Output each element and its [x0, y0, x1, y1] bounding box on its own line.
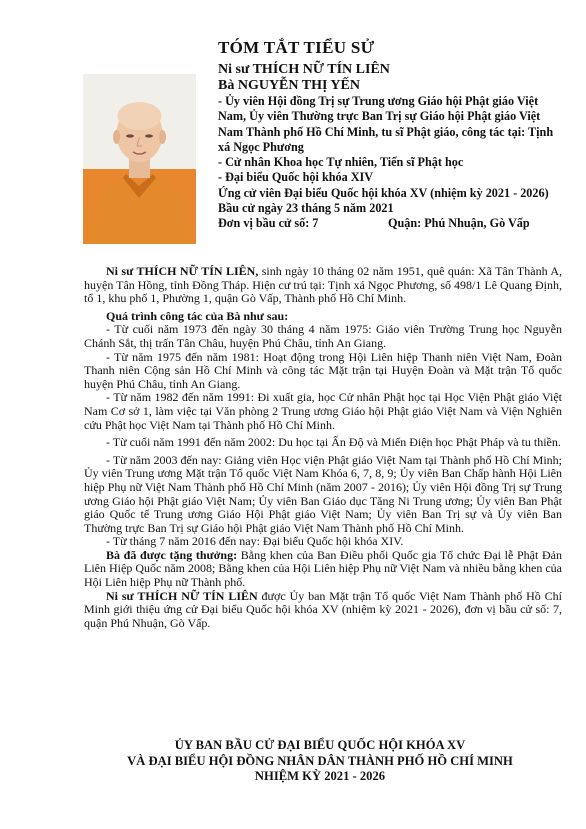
awards-heading: Bà đã được tặng thưởng: [106, 547, 238, 562]
biography-body [84, 265, 562, 630]
closing-name: Ni sư THÍCH NỮ TÍN LIÊN [106, 588, 258, 603]
electoral-unit: Đơn vị bầu cử số: 7 [218, 216, 319, 231]
secular-name: Bà NGUYỄN THỊ YẾN [218, 78, 360, 93]
candidate-line: Ứng cử viên Đại biểu Quốc hội khóa XV (nhiệm kỳ 2021 - 2026) [218, 185, 549, 200]
footer-line: ỦY BAN BẦU CỬ ĐẠI BIỂU QUỐC HỘI KHÓA XV [174, 738, 466, 752]
election-date: Bầu cử ngày 23 tháng 5 năm 2021 [218, 201, 394, 216]
intro-paragraph [84, 265, 562, 306]
electoral-districts: Quận: Phú Nhuận, Gò Vấp [388, 216, 530, 231]
position-item: - Đại biểu Quốc hội khóa XIV [218, 170, 374, 185]
career-item: - Từ năm 1982 đến năm 1991: Đi xuất gia, học Cử nhân Phật học tại Học Viện Phật giáo Việt Nam Cơ sở 1, làm việc tại Văn phòng 2 Trung ương Giáo hội Phật giáo Việt Nam và Viện Nghiên cứu Phật học Việt Nam tại Thành phố Hồ Chí Minh. [84, 390, 562, 432]
awards-paragraph [84, 549, 562, 590]
position-item: - Cử nhân Khoa học Tự nhiên, Tiến sĩ Phật học [218, 155, 464, 170]
electoral-unit-line [218, 216, 563, 231]
career-item: - Từ cuối năm 1973 đến ngày 30 tháng 4 năm 1975: Giáo viên Trường Trung học Nguyễn Chánh Sắt, thị trấn Tân Châu, huyện Phú Châu, tỉnh An Giang. [84, 322, 562, 350]
intro-name: Ni sư THÍCH NỮ TÍN LIÊN, [106, 264, 259, 278]
intro-text: sinh ngày 10 tháng 02 năm 1951, quê quán: Xã Tân Thành A, huyện Tân Hồng, tỉnh Đồng Tháp. Hiện cư trú tại: Tịnh xá Ngọc Phương, số 498/1 Lê Quang Định, tổ 1, khu phố 1, Phường 1, quận Gò Vấp, Thành phố Hồ Chí Minh. [84, 264, 562, 306]
footer-line: NHIỆM KỲ 2021 - 2026 [254, 769, 386, 783]
issuing-authority [60, 738, 580, 785]
career-item: - Từ năm 2003 đến nay: Giảng viên Học viện Phật giáo Việt Nam tại Thành phố Hồ Chí Minh; Ủy viên Trung ương Mặt trận Tổ quốc Việt Nam Khóa 6, 7, 8, 9; Ủy viên Ban Chấp hành Hội Liên hiệp Phụ nữ Việt Nam Thành phố Hồ Chí Minh (năm 2007 - 2016); Ủy viên Hội đồng Trị sự Trung ương Giáo hội Phật giáo Việt Nam; Ủy viên Ban Giáo dục Tăng Ni Trung ương; Ủy viên Ban Phật giáo Quốc tế Trung ương Giáo Hội Phật giáo Việt Nam; Ủy viên Ban Trị sự và Ủy viên Ban Thường trực Ban Trị sự Giáo hội Phật giáo Việt Nam Thành phố Hồ Chí Minh. [84, 452, 562, 535]
closing-text: được Ủy ban Mặt trận Tổ quốc Việt Nam Thành phố Hồ Chí Minh giới thiệu ứng cử Đại biểu Quốc hội khóa XV (nhiệm kỳ 2021 - 2026), đơn vị bầu cử số: 7, quận Phú Nhuận, Gò Vấp. [84, 588, 562, 630]
portrait-illustration [83, 74, 196, 244]
footer-line: VÀ ĐẠI BIỂU HỘI ĐỒNG NHÂN DÂN THÀNH PHỐ HỒ CHÍ MINH [127, 753, 513, 768]
religious-name: Ni sư THÍCH NỮ TÍN LIÊN [218, 62, 390, 77]
career-heading: Quá trình công tác của Bà như sau: [106, 308, 289, 323]
career-item: - Từ cuối năm 1991 đến năm 2002: Du học tại Ấn Độ và Miến Điện học Phật Pháp và tu thiền. [106, 435, 561, 450]
career-item: - Từ năm 1975 đến năm 1981: Hoạt động trong Hội Liên hiệp Thanh niên Việt Nam, Đoàn Thanh niên Cộng sản Hồ Chí Minh và công tác Mặt trận tại Huyện Đoàn và Mặt trận Tổ quốc huyện Phú Châu, tỉnh An Giang. [84, 349, 562, 391]
position-item: - Ủy viên Hội đồng Trị sự Trung ương Giáo hội Phật giáo Việt Nam, Ủy viên Thường trực Ban Trị sự Giáo hội Phật giáo Việt Nam Thành phố Hồ Chí Minh, tu sĩ Phật giáo, công tác tại: Tịnh xá Ngọc Phương [218, 94, 554, 154]
document-title: TÓM TẮT TIỂU SỬ [218, 38, 375, 57]
career-item: - Từ tháng 7 năm 2016 đến nay: Đại biểu Quốc hội khóa XIV. [106, 534, 404, 549]
portrait-photo [83, 74, 196, 244]
awards-text: Bằng khen của Ban Điều phối Quốc gia Tổ chức Đại lễ Phật Đản Liên Hiệp Quốc năm 2008; Bằng khen của Hội Liên hiệp Phụ nữ Việt Nam và nhiều bằng khen của Hội Liên hiệp Phụ nữ Thành phố. [84, 547, 562, 590]
header-block [218, 62, 563, 232]
closing-paragraph [84, 590, 562, 631]
